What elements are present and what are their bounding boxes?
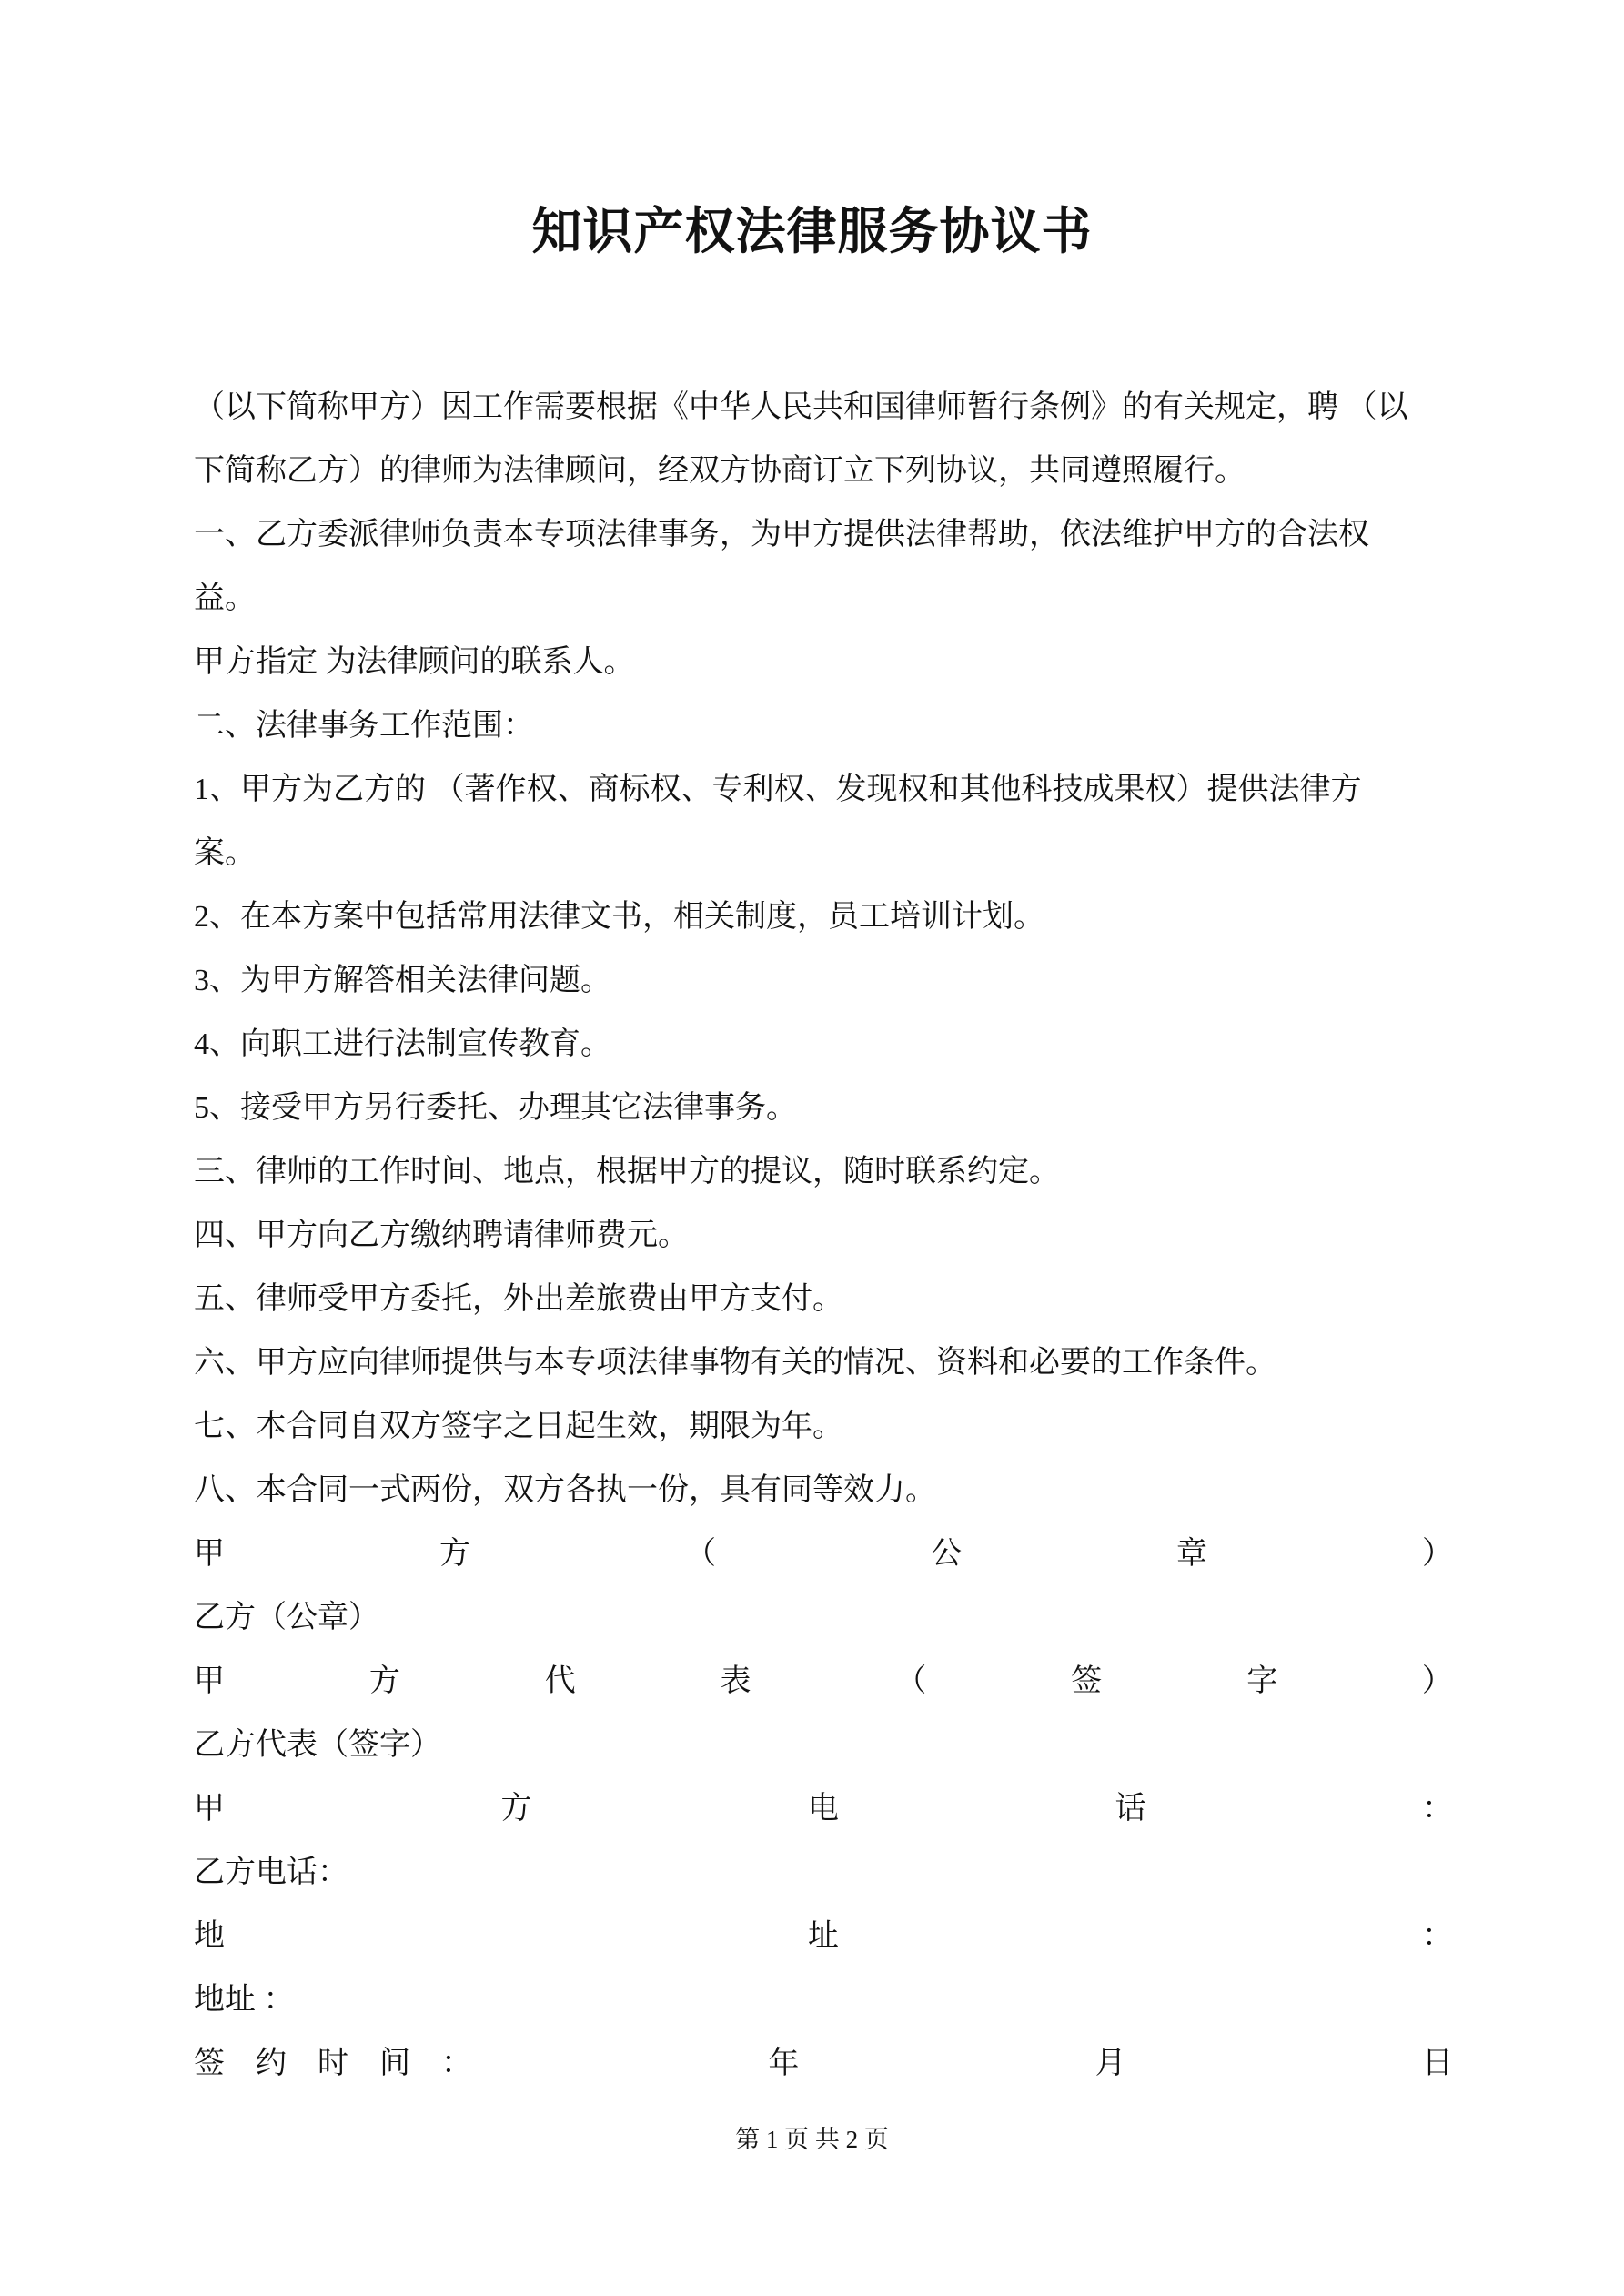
document-line-18: 八、本合同一式两份，双方各执一份，具有同等效力。 <box>194 1473 936 1507</box>
distribute-token: 方 <box>439 1537 470 1571</box>
distribute-token: ） <box>1422 1537 1453 1571</box>
document-line-22: 乙方代表（签字） <box>194 1728 441 1762</box>
document-line-14: 四、甲方向乙方缴纳聘请律师费元。 <box>194 1219 689 1252</box>
distribute-token: 表 <box>720 1664 751 1698</box>
document-body <box>194 376 1453 2096</box>
distribute-token: 方 <box>500 1792 532 1826</box>
document-line-6: 二、法律事务工作范围： <box>194 709 534 743</box>
document-line-3: 一、乙方委派律师负责本专项法律事务，为甲方提供法律帮助，依法维护甲方的合法权 <box>194 518 1369 551</box>
document-line-21 <box>194 1650 1453 1714</box>
distribute-token: 签 约 时 间 ： <box>194 2047 472 2080</box>
distribute-token: 章 <box>1176 1537 1207 1571</box>
distribute-token: ： <box>1422 1792 1453 1826</box>
document-line-19 <box>194 1522 1453 1586</box>
distribute-token: 字 <box>1246 1664 1278 1698</box>
document-line-26: 地址 ： <box>194 1983 295 2017</box>
document-line-24: 乙方电话： <box>194 1856 348 1889</box>
document-line-9: 2、在本方案中包括常用法律文书，相关制度，员工培训计划。 <box>194 900 1044 934</box>
document-line-17: 七、本合同自双方签字之日起生效，期限为年。 <box>194 1410 843 1443</box>
document-line-25 <box>194 1905 1453 1968</box>
document-line-13: 三、律师的工作时间、地点，根据甲方的提议，随时联系约定。 <box>194 1155 1060 1188</box>
document-line-2: 下简称乙方）的律师为法律顾问，经双方协商订立下列协议，共同遵照履行。 <box>194 454 1246 488</box>
document-line-16: 六、甲方应向律师提供与本专项法律事物有关的情况、资料和必要的工作条件。 <box>194 1346 1276 1380</box>
distribute-token: 址 <box>808 1919 839 1953</box>
distribute-token: 地 <box>194 1919 225 1953</box>
document-line-15: 五、律师受甲方委托，外出差旅费由甲方支付。 <box>194 1282 843 1316</box>
document-line-10: 3、为甲方解答相关法律问题。 <box>194 964 611 997</box>
document-title: 知识产权法律服务协议书 <box>531 204 1093 259</box>
distribute-token: （ <box>685 1537 716 1571</box>
distribute-token: 公 <box>931 1537 962 1571</box>
distribute-token: 甲 <box>194 1792 225 1826</box>
document-line-1: （以下简称甲方）因工作需要根据《中华人民共和国律师暂行条例》的有关规定，聘 （以 <box>194 390 1408 424</box>
document-line-12: 5、接受甲方另行委托、办理其它法律事务。 <box>194 1091 797 1125</box>
distribute-token: 年 <box>768 2047 800 2080</box>
document-line-5: 甲方指定 为法律顾问的联系人。 <box>194 645 635 679</box>
distribute-token: 甲 <box>194 1537 225 1571</box>
distribute-token: 代 <box>544 1664 576 1698</box>
document-line-11: 4、向职工进行法制宣传教育。 <box>194 1027 611 1061</box>
distribute-token: 日 <box>1421 2047 1453 2080</box>
distribute-token: 甲 <box>194 1664 225 1698</box>
document-line-27 <box>194 2032 1453 2096</box>
page-number-footer: 第 1 页 共 2 页 <box>735 2126 889 2153</box>
distribute-token: 方 <box>368 1664 400 1698</box>
distribute-token: 电 <box>808 1792 839 1826</box>
distribute-token: 签 <box>1071 1664 1103 1698</box>
document-line-8: 案。 <box>194 836 256 870</box>
document-line-4: 益。 <box>194 582 256 615</box>
distribute-token: 月 <box>1094 2047 1126 2080</box>
distribute-token: 话 <box>1115 1792 1146 1826</box>
distribute-token: （ <box>895 1664 927 1698</box>
document-line-20: 乙方（公章） <box>194 1601 379 1634</box>
document-line-23 <box>194 1777 1453 1841</box>
document-line-7: 1、甲方为乙方的 （著作权、商标权、专利权、发现权和其他科技成果权）提供法律方 <box>194 773 1362 806</box>
distribute-token: ： <box>1422 1919 1453 1953</box>
distribute-token: ） <box>1421 1664 1453 1698</box>
